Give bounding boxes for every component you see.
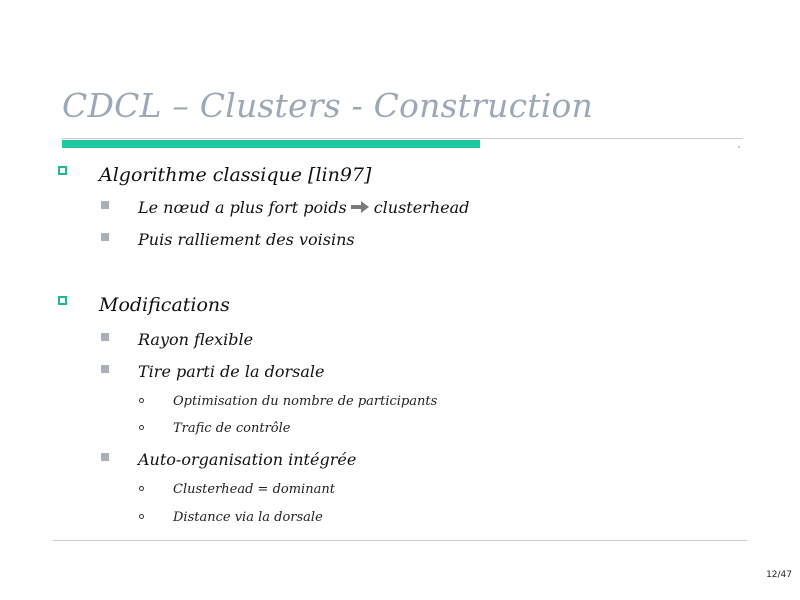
bullet-auto-organisation: Auto-organisation intégrée: [138, 450, 357, 469]
bullet-square-filled-icon: [101, 333, 109, 341]
bullet-square-filled-icon: [101, 233, 109, 241]
bullet-dorsale: Tire parti de la dorsale: [138, 362, 325, 381]
bullet-clusterhead-dominant: Clusterhead = dominant: [173, 482, 335, 497]
noeud-poids-text: Le nœud a plus fort poids: [138, 198, 347, 217]
bullet-circle-icon: [139, 398, 144, 403]
bullet-trafic: Trafic de contrôle: [173, 421, 291, 436]
bullet-square-filled-icon: [101, 365, 109, 373]
bullet-circle-icon: [139, 514, 144, 519]
clusterhead-text: clusterhead: [373, 198, 470, 217]
bullet-noeud-poids: [138, 198, 469, 219]
footer-rule: [53, 540, 747, 541]
bullet-algorithme: Algorithme classique [lin97]: [99, 164, 372, 186]
bullet-square-filled-icon: [101, 201, 109, 209]
page-number: 12/47: [766, 570, 792, 580]
bullet-distance: Distance via la dorsale: [173, 510, 323, 525]
slide-title: CDCL – Clusters - Construction: [62, 86, 593, 125]
bullet-square-outline-icon: [58, 166, 67, 175]
bullet-square-filled-icon: [101, 453, 109, 461]
bullet-rayon: Rayon flexible: [138, 330, 254, 349]
title-rule-end: [738, 146, 740, 148]
bullet-ralliement: Puis ralliement des voisins: [138, 230, 355, 249]
bullet-square-outline-icon: [58, 296, 67, 305]
title-rule: [62, 138, 742, 139]
title-accent-bar: [62, 140, 480, 148]
bullet-circle-icon: [139, 486, 144, 491]
arrow-right-icon: [349, 199, 371, 219]
bullet-optimisation: Optimisation du nombre de participants: [173, 394, 438, 409]
bullet-modifications: Modifications: [99, 294, 230, 316]
bullet-circle-icon: [139, 425, 144, 430]
